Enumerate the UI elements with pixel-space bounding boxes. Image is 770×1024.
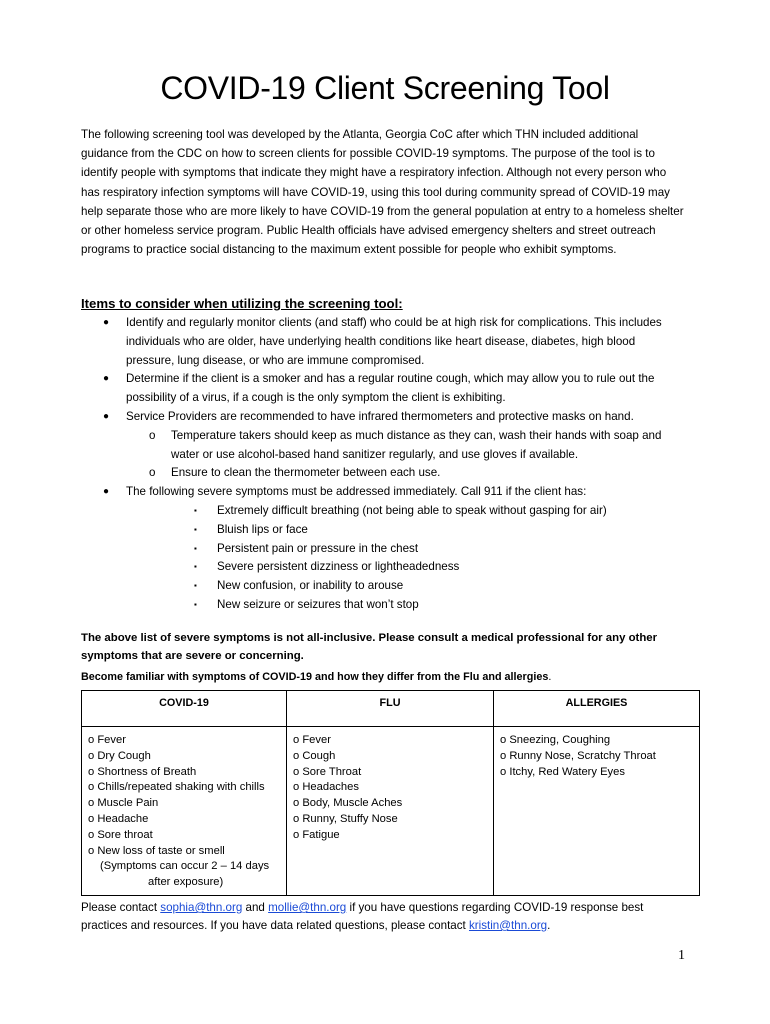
bullet-marker: ● [103, 410, 110, 422]
table-row [82, 727, 700, 896]
sub-list-item-text: Temperature takers should keep as much distance as they can, wash their hands with soap and water or use alcohol-based hand sanitizer regularly, and use gloves if available. [171, 428, 662, 461]
column-header-covid: COVID-19 [82, 691, 287, 727]
covid-symptom: o Headache [88, 812, 149, 825]
severe-symptom-text: New seizure or seizures that won’t stop [217, 597, 419, 611]
intro-paragraph: The following screening tool was developed by the Atlanta, Georgia CoC after which THN included additional guidance from the CDC on how to screen clients for possible COVID-19 symptoms. The purpose of the tool is to identify people with symptoms that indicate they might have a respiratory infection. Although not every person who has respiratory infection symptoms will have COVID-19, using this tool during community spread of COVID-19 may help separate those who are more likely to have COVID-19 from the general population at entry to a homeless shelter or other homeless service program. Public Health officials have advised emergency shelters and street outreach programs to practice social distancing to the maximum extent possible for people who exhibit symptoms. [81, 128, 684, 257]
contact-text: . [547, 919, 551, 932]
list-item-text: Identify and regularly monitor clients (and staff) who could be at high risk for complications. This includes individuals who are older, have underlying health conditions like heart disease, diabetes, high blood pressure, lung disease, or who are immune compromised. [126, 316, 662, 367]
covid-symptom: o New loss of taste or smell [88, 844, 225, 857]
contact-text: and [242, 901, 269, 914]
severe-symptom-item [0, 521, 687, 540]
severe-symptom-text: Persistent pain or pressure in the chest [217, 541, 419, 555]
comparison-intro [81, 671, 551, 683]
email-link-mollie[interactable]: mollie@thn.org [268, 901, 347, 914]
list-item [0, 483, 686, 502]
bullet-marker: ● [103, 317, 110, 328]
items-heading: Items to consider when utilizing the screening tool: [81, 296, 403, 311]
covid-symptoms-cell [82, 727, 287, 896]
flu-symptom: o Fever [293, 734, 331, 746]
flu-symptoms-cell [287, 727, 494, 896]
covid-symptom: o Dry Cough [88, 749, 151, 762]
list-item-text: The following severe symptoms must be addressed immediately. Call 911 if the client has: [126, 485, 587, 499]
square-marker: ▪ [194, 562, 197, 572]
severe-symptom-item [0, 558, 687, 577]
sub-marker: o [149, 428, 156, 442]
considerations-list [0, 314, 770, 615]
covid-symptom: o Muscle Pain [88, 797, 159, 810]
square-marker: ▪ [194, 581, 197, 591]
list-item [0, 370, 686, 408]
square-marker: ▪ [194, 543, 197, 553]
severe-symptoms-notice: The above list of severe symptoms is not all-inclusive. Please consult a medical professional for any other symptoms that are severe or concerning. [81, 632, 658, 662]
contact-text: Please contact [81, 901, 161, 914]
sub-list-item [0, 464, 686, 483]
column-header-flu: FLU [287, 691, 494, 727]
square-marker: ▪ [194, 505, 197, 515]
severe-symptom-item [0, 577, 687, 596]
email-link-kristin[interactable]: kristin@thn.org [468, 919, 548, 932]
covid-onset-note: (Symptoms can occur 2 – 14 days [100, 860, 270, 873]
severe-symptom-text: Severe persistent dizziness or lightheadedness [217, 560, 460, 574]
email-link-sophia[interactable]: sophia@thn.org [160, 901, 243, 914]
severe-symptom-text: New confusion, or inability to arouse [217, 579, 404, 593]
list-item-text: Determine if the client is a smoker and has a regular routine cough, which may allow you to rule out the possibility of a virus, if a cough is the only symptom the client is exhibiting. [126, 372, 655, 405]
sub-list-item-text: Ensure to clean the thermometer between each use. [171, 466, 441, 480]
list-item-text: Service Providers are recommended to have infrared thermometers and protective masks on hand. [126, 409, 634, 423]
flu-symptom: o Headaches [293, 781, 359, 794]
allergy-symptom: o Itchy, Red Watery Eyes [500, 765, 625, 778]
page-title: COVID-19 Client Screening Tool [160, 70, 610, 106]
symptom-comparison-table [81, 690, 700, 896]
allergy-symptom: o Sneezing, Coughing [500, 734, 611, 746]
flu-symptom: o Fatigue [293, 828, 340, 841]
list-item [0, 408, 686, 427]
covid-symptom: o Fever [88, 734, 126, 746]
allergies-symptoms-cell [494, 727, 700, 896]
covid-symptom: o Chills/repeated shaking with chills [88, 781, 265, 794]
contact-paragraph [81, 899, 691, 935]
bullet-marker: ● [103, 373, 110, 385]
covid-symptom: o Sore throat [88, 828, 153, 841]
covid-symptom: o Shortness of Breath [88, 765, 197, 778]
severe-symptom-item [0, 596, 687, 615]
column-header-allergies: ALLERGIES [494, 691, 700, 727]
comparison-intro-period: . [548, 671, 552, 683]
flu-symptom: o Cough [293, 749, 336, 762]
table-header-row [82, 691, 700, 727]
severe-symptom-item [0, 502, 687, 521]
flu-symptom: o Runny, Stuffy Nose [293, 812, 398, 825]
comparison-intro-text: Become familiar with symptoms of COVID-19 and how they differ from the Flu and allergies [81, 671, 549, 683]
contact-text: if you have questions regarding COVID-19 response best practices and resources. If you have data related questions, please contact [81, 901, 644, 932]
square-marker: ▪ [194, 524, 197, 534]
square-marker: ▪ [194, 599, 197, 609]
list-item [0, 314, 686, 370]
severe-symptom-text: Extremely difficult breathing (not being able to speak without gasping for air) [217, 503, 607, 517]
sub-list-item [0, 427, 686, 465]
bullet-marker: ● [103, 486, 110, 498]
severe-symptom-text: Bluish lips or face [217, 522, 308, 536]
flu-symptom: o Sore Throat [293, 765, 362, 778]
sub-marker: o [149, 466, 156, 480]
flu-symptom: o Body, Muscle Aches [293, 797, 403, 810]
covid-onset-note: after exposure) [148, 876, 224, 889]
allergy-symptom: o Runny Nose, Scratchy Throat [500, 749, 656, 762]
page-number: 1 [678, 948, 685, 963]
severe-symptom-item [0, 540, 687, 559]
